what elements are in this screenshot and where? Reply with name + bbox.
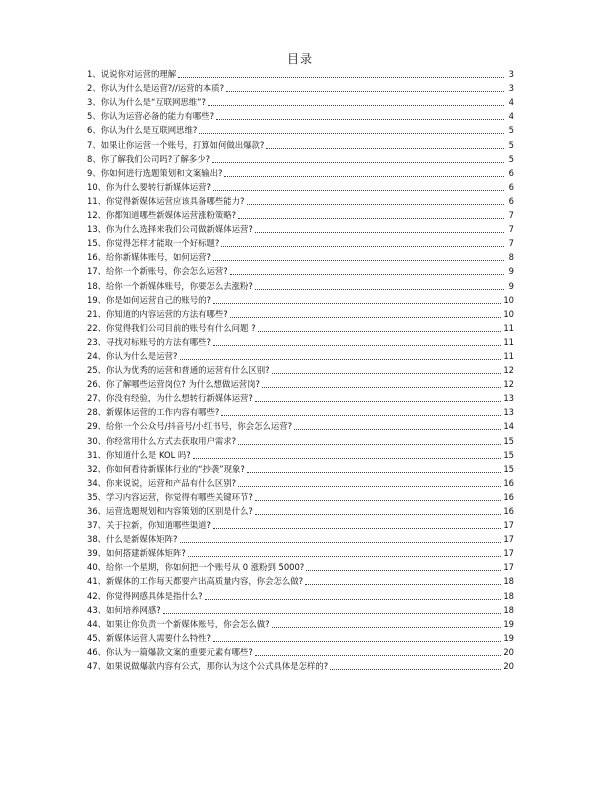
toc-entry-text: 你为什么选择来我们公司做新媒体运营? [106,224,253,235]
toc-entry-number: 30、 [87,435,107,446]
toc-entry-page-number: 11 [503,322,514,333]
toc-entry-text: 你知道什么是 KOL 吗? [106,449,191,460]
toc-entry-text: 寻找对标账号的方法有哪些? [106,336,211,347]
toc-entry-text: 你认为运营必备的能力有哪些? [100,111,215,122]
toc-entry-text: 你认为什么是运营?//运营的本质? [100,83,225,94]
toc-dot-leader [212,162,504,163]
toc-entry[interactable] [87,293,514,307]
toc-entry-page-number: 9 [508,266,514,277]
toc-entry-number: 31、 [87,449,107,460]
toc-dot-leader [330,669,501,670]
toc-entry[interactable] [87,504,514,518]
toc-dot-leader [221,246,504,247]
toc-entry-page-number: 4 [508,97,514,108]
toc-entry-text: 说说你对运营的理解 [100,69,177,80]
toc-dot-leader [230,317,502,318]
toc-entry[interactable] [87,152,514,166]
toc-list [87,67,514,673]
toc-entry[interactable] [87,166,514,180]
toc-entry[interactable] [87,617,514,631]
toc-entry-number: 8、 [87,153,101,164]
toc-entry-number: 32、 [87,463,107,474]
toc-dot-leader [306,570,501,571]
toc-entry-number: 23、 [87,336,107,347]
toc-entry-text: 你认为什么是“互联网思维”? [100,97,206,108]
toc-entry[interactable] [87,123,514,137]
toc-entry-text: 你觉得网感具体是指什么? [106,590,203,601]
toc-entry[interactable] [87,588,514,602]
toc-entry-number: 28、 [87,407,107,418]
toc-entry-page-number: 6 [508,195,514,206]
toc-entry-number: 3、 [87,97,101,108]
toc-entry[interactable] [87,476,514,490]
toc-entry-text: 如何培养网感? [106,604,161,615]
toc-dot-leader [213,190,504,191]
toc-dot-leader [213,303,501,304]
toc-entry-page-number: 9 [508,280,514,291]
toc-entry[interactable] [87,278,514,292]
toc-dot-leader [255,401,501,402]
toc-dot-leader [224,176,504,177]
toc-entry[interactable] [87,81,514,95]
toc-dot-leader [262,387,501,388]
toc-entry-page-number: 16 [503,491,514,502]
toc-dot-leader [178,77,504,78]
toc-dot-leader [255,232,504,233]
toc-entry-page-number: 20 [503,646,514,657]
toc-entry-text: 你经常用什么方式去获取用户需求? [106,435,237,446]
toc-entry-page-number: 10 [503,294,514,305]
toc-entry-text: 给你一个公众号/抖音号/小红书号，你会怎么运营? [106,421,293,432]
toc-entry-number: 41、 [87,576,107,587]
toc-dot-leader [213,641,501,642]
toc-entry-number: 38、 [87,534,107,545]
toc-entry[interactable] [87,560,514,574]
toc-entry-text: 你知道的内容运营的方法有哪些? [106,308,228,319]
toc-entry-text: 如何搭建新媒体矩阵? [106,548,186,559]
toc-entry-page-number: 20 [503,661,514,672]
toc-entry-page-number: 10 [503,308,514,319]
toc-entry[interactable] [87,532,514,546]
toc-entry-text: 你觉得新媒体运营应该具备哪些能力? [106,195,245,206]
toc-entry-number: 10、 [87,181,107,192]
toc-entry-page-number: 18 [503,590,514,601]
toc-entry-number: 17、 [87,266,107,277]
toc-entry-page-number: 5 [508,139,514,150]
toc-entry-text: 给你一个星期，你如何把一个账号从 0 涨粉到 5000? [106,562,305,573]
toc-entry[interactable] [87,448,514,462]
toc-entry-number: 1、 [87,69,101,80]
toc-entry-number: 39、 [87,548,107,559]
toc-entry[interactable] [87,462,514,476]
toc-dot-leader [213,528,501,529]
toc-entry-page-number: 6 [508,181,514,192]
toc-dot-leader [247,204,505,205]
toc-entry[interactable] [87,321,514,335]
toc-title: 目录 [286,52,313,66]
toc-entry-number: 37、 [87,520,107,531]
toc-entry-number: 7、 [87,139,101,150]
toc-entry-number: 21、 [87,308,107,319]
toc-entry-text: 你觉得我们公司目前的账号有什么问题 ? [106,322,256,333]
toc-entry[interactable] [87,603,514,617]
toc-entry[interactable] [87,222,514,236]
toc-entry-page-number: 14 [503,421,514,432]
toc-entry[interactable] [87,208,514,222]
toc-entry-number: 34、 [87,477,107,488]
toc-entry-text: 你认为什么是互联网思维? [100,125,198,136]
toc-entry-text: 你没有经验，为什么想转行新媒体运营? [106,393,253,404]
toc-dot-leader [238,486,501,487]
toc-entry[interactable] [87,405,514,419]
toc-entry-number: 46、 [87,646,107,657]
toc-entry[interactable] [87,264,514,278]
toc-entry-text: 你了解我们公司吗?了解多少? [100,153,211,164]
toc-entry[interactable] [87,518,514,532]
toc-dot-leader [272,373,502,374]
toc-entry-page-number: 17 [503,534,514,545]
toc-entry-text: 你为什么要转行新媒体运营? [106,181,211,192]
toc-dot-leader [180,359,502,360]
toc-entry-page-number: 4 [508,111,514,122]
toc-dot-leader [208,105,504,106]
toc-entry-number: 2、 [87,83,101,94]
toc-dot-leader [230,274,504,275]
toc-dot-leader [305,584,501,585]
toc-entry-page-number: 19 [503,618,514,629]
toc-entry[interactable] [87,109,514,123]
toc-entry[interactable] [87,180,514,194]
toc-entry[interactable] [87,307,514,321]
toc-entry-text: 如果让你运营一个账号，打算如何做出爆款? [100,139,265,150]
toc-entry[interactable] [87,377,514,391]
toc-entry-page-number: 16 [503,477,514,488]
toc-entry[interactable] [87,391,514,405]
toc-dot-leader [258,331,502,332]
toc-entry-page-number: 13 [503,393,514,404]
toc-entry-number: 5、 [87,111,101,122]
toc-entry-page-number: 3 [508,83,514,94]
toc-entry-text: 什么是新媒体矩阵? [106,534,178,545]
toc-entry-text: 学习内容运营，你觉得有哪些关键环节? [106,491,253,502]
toc-entry-page-number: 17 [503,562,514,573]
toc-entry-page-number: 15 [503,435,514,446]
toc-entry[interactable] [87,363,514,377]
toc-dot-leader [213,260,504,261]
toc-dot-leader [255,289,504,290]
toc-entry-number: 40、 [87,562,107,573]
toc-entry-number: 22、 [87,322,107,333]
toc-entry[interactable] [87,137,514,151]
toc-entry-page-number: 17 [503,548,514,559]
toc-dot-leader [163,613,502,614]
toc-entry-text: 如果让你负责一个新媒体账号，你会怎么做? [106,618,270,629]
toc-entry[interactable] [87,236,514,250]
toc-entry-number: 16、 [87,252,107,263]
toc-entry-number: 44、 [87,618,107,629]
toc-entry-number: 11、 [87,195,107,206]
toc-entry-number: 43、 [87,604,107,615]
toc-entry-page-number: 5 [508,125,514,136]
toc-entry[interactable] [87,250,514,264]
toc-dot-leader [226,91,504,92]
toc-entry-text: 如果说做爆款内容有公式，那你认为这个公式具体是怎样的? [106,661,329,672]
toc-entry-page-number: 5 [508,153,514,164]
toc-entry-number: 13、 [87,224,107,235]
toc-entry-page-number: 16 [503,506,514,516]
toc-entry[interactable] [87,574,514,588]
toc-entry-page-number: 19 [503,632,514,643]
toc-entry-text: 给你一个新账号，你会怎么运营? [106,266,228,277]
toc-entry[interactable] [87,490,514,504]
toc-entry[interactable] [87,419,514,433]
toc-dot-leader [199,133,504,134]
toc-entry-page-number: 7 [508,210,514,221]
toc-entry-number: 12、 [87,210,107,221]
toc-entry-text: 你认为优秀的运营和普通的运营有什么区别? [106,365,270,376]
toc-entry-page-number: 15 [503,463,514,474]
toc-entry-number: 35、 [87,491,107,502]
toc-entry-text: 你认为什么是运营? [106,350,178,361]
toc-dot-leader [294,429,501,430]
toc-entry-text: 给你新媒体账号，如何运营? [106,252,211,263]
toc-entry-page-number: 12 [503,379,514,390]
toc-entry-page-number: 18 [503,604,514,615]
toc-dot-leader [255,655,501,656]
toc-entry-page-number: 8 [508,252,514,263]
toc-entry-text: 关于拉新，你知道哪些渠道? [106,520,211,531]
toc-entry[interactable] [87,67,514,81]
toc-entry-number: 25、 [87,365,107,376]
toc-entry-page-number: 7 [508,224,514,235]
toc-entry-text: 新媒体运营的工作内容有哪些? [106,407,220,418]
toc-entry-page-number: 3 [508,69,514,80]
toc-entry-text: 你觉得怎样才能取一个好标题? [106,238,220,249]
toc-entry-page-number: 7 [508,238,514,249]
toc-entry-number: 15、 [87,238,107,249]
toc-entry[interactable] [87,645,514,659]
toc-dot-leader [213,345,501,346]
toc-entry-number: 47、 [87,661,107,672]
toc-entry-number: 29、 [87,421,107,432]
toc-dot-leader [188,556,501,557]
toc-dot-leader [221,415,501,416]
toc-entry-page-number: 12 [503,365,514,376]
toc-entry-number: 18、 [87,280,107,291]
toc-entry[interactable] [87,659,514,673]
toc-entry-number: 6、 [87,125,101,136]
toc-entry-text: 给你一个新媒体账号，你要怎么去涨粉? [106,280,253,291]
toc-entry-number: 27、 [87,393,107,404]
toc-dot-leader [180,542,502,543]
toc-entry[interactable] [87,631,514,645]
toc-entry-text: 运营选题规划和内容策划的区别是什么? [106,506,253,516]
toc-dot-leader [238,218,504,219]
toc-entry-number: 19、 [87,294,107,305]
toc-entry-page-number: 6 [508,167,514,178]
toc-dot-leader [205,599,502,600]
toc-entry-text: 你了解哪些运营岗位? 为什么想做运营岗? [106,379,260,390]
toc-entry-page-number: 13 [503,407,514,418]
toc-entry-page-number: 15 [503,449,514,460]
toc-entry[interactable] [87,194,514,208]
toc-dot-leader [266,148,504,149]
toc-entry-page-number: 18 [503,576,514,587]
toc-entry-text: 新媒体运营人需要什么特性? [106,632,211,643]
toc-dot-leader [255,500,501,501]
toc-entry-number: 42、 [87,590,107,601]
toc-dot-leader [193,458,502,459]
toc-entry[interactable] [87,95,514,109]
toc-entry[interactable] [87,349,514,363]
toc-entry-text: 你认为一篇爆款文案的重要元素有哪些? [106,646,253,657]
toc-entry-text: 新媒体的工作每天都要产出高质量内容，你会怎么做? [106,576,304,587]
toc-entry-text: 你是如何运营自己的账号的? [106,294,211,305]
toc-entry-text: 你如何看待新媒体行业的“抄袭”现象? [106,463,245,474]
toc-dot-leader [216,119,504,120]
toc-dot-leader [272,627,502,628]
toc-dot-leader [247,472,502,473]
toc-entry-number: 45、 [87,632,107,643]
toc-entry[interactable] [87,433,514,447]
toc-entry-number: 24、 [87,350,107,361]
toc-entry-text: 你如何进行选题策划和文案输出? [100,167,223,178]
toc-entry[interactable] [87,335,514,349]
toc-entry-number: 36、 [87,506,107,516]
toc-entry-page-number: 11 [503,350,514,361]
toc-entry[interactable] [87,546,514,560]
toc-dot-leader [238,444,501,445]
toc-entry-number: 26、 [87,379,107,390]
toc-entry-number: 9、 [87,167,101,178]
toc-entry-page-number: 17 [503,520,514,531]
toc-entry-text: 你都知道哪些新媒体运营涨粉策略? [106,210,237,221]
toc-entry-text: 你来说说，运营和产品有什么区别? [106,477,237,488]
toc-entry-page-number: 11 [503,336,514,347]
toc-dot-leader [255,514,501,515]
